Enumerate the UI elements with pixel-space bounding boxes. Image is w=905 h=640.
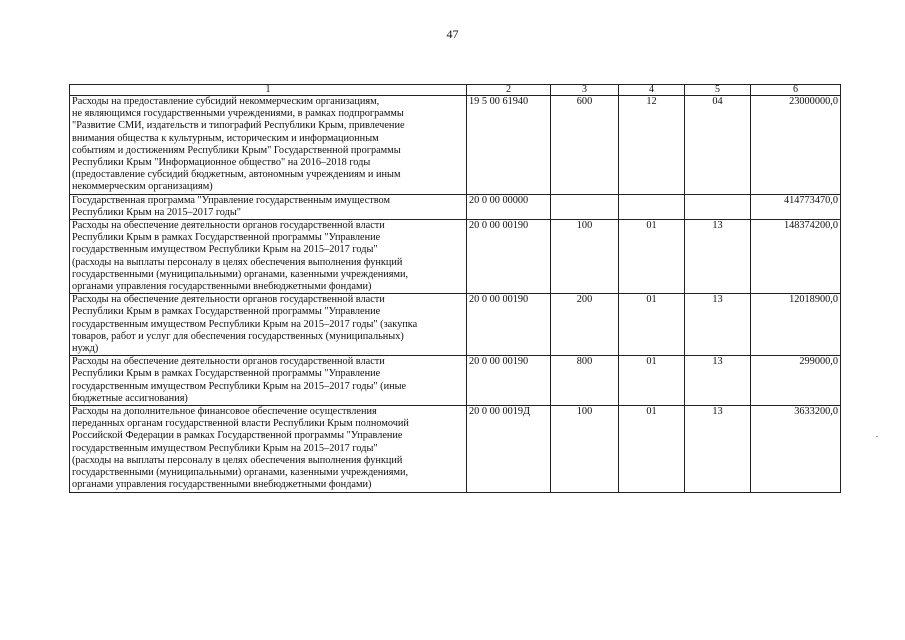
row-section: 01 xyxy=(619,356,685,406)
row-description: Государственная программа "Управление государственным имуществом Республики Крым на 2015–2017 годы" xyxy=(70,194,467,219)
row-target-code: 20 0 00 0019Д xyxy=(467,406,551,492)
row-subsection xyxy=(685,194,751,219)
scan-margin-mark xyxy=(876,436,878,437)
row-amount: 12018900,0 xyxy=(751,294,841,356)
table-row xyxy=(70,96,841,195)
row-amount: 3633200,0 xyxy=(751,406,841,492)
column-header-2: 2 xyxy=(467,85,551,96)
row-subsection: 04 xyxy=(685,96,751,195)
column-header-1: 1 xyxy=(70,85,467,96)
row-section xyxy=(619,194,685,219)
row-target-code: 20 0 00 00000 xyxy=(467,194,551,219)
row-target-code: 20 0 00 00190 xyxy=(467,220,551,294)
row-amount: 23000000,0 xyxy=(751,96,841,195)
row-expense-type: 100 xyxy=(551,406,619,492)
row-amount: 414773470,0 xyxy=(751,194,841,219)
row-description: Расходы на обеспечение деятельности органов государственной власти Республики Крым в рамках Государственной программы "Управление государственным имуществом Республики Крым на 2015–2017 годы" (иные бюджетные ассигнования) xyxy=(70,356,467,406)
row-expense-type: 100 xyxy=(551,220,619,294)
page-number: 47 xyxy=(446,27,459,41)
column-header-5: 5 xyxy=(685,85,751,96)
row-target-code: 20 0 00 00190 xyxy=(467,356,551,406)
row-target-code: 19 5 00 61940 xyxy=(467,96,551,195)
row-section: 01 xyxy=(619,406,685,492)
row-subsection: 13 xyxy=(685,406,751,492)
table-header-row xyxy=(70,85,841,96)
row-description: Расходы на дополнительное финансовое обеспечение осуществления переданных органам государственной власти Республики Крым полномочий Российской Федерации в рамках Государственной программы "Управление государственным имуществом Республики Крым на 2015–2017 годы" (расходы на выплаты персоналу в целях обеспечения выполнения функций государственными (муниципальными) органами, казенными учреждениями, органами управления государственными внебюджетными фондами) xyxy=(70,406,467,492)
row-amount: 148374200,0 xyxy=(751,220,841,294)
row-target-code: 20 0 00 00190 xyxy=(467,294,551,356)
row-section: 01 xyxy=(619,294,685,356)
row-description: Расходы на обеспечение деятельности органов государственной власти Республики Крым в рамках Государственной программы "Управление государственным имуществом Республики Крым на 2015–2017 годы" (закупка товаров, работ и услуг для обеспечения государственных (муниципальных) нужд) xyxy=(70,294,467,356)
row-description: Расходы на предоставление субсидий некоммерческим организациям, не являющимся государственными учреждениями, в рамках подпрограммы "Развитие СМИ, издательств и типографий Республики Крым, привлечение внимания общества к культурным, историческим и информационным событиям и достижениям Республики Крым" Государственной программы Республики Крым "Информационное общество" на 2016–2018 годы (предоставление субсидий бюджетным, автономным учреждениям и иным некоммерческим организациям) xyxy=(70,96,467,195)
table-row xyxy=(70,294,841,356)
row-section: 12 xyxy=(619,96,685,195)
table-row xyxy=(70,356,841,406)
budget-table xyxy=(69,84,841,493)
column-header-6: 6 xyxy=(751,85,841,96)
row-expense-type xyxy=(551,194,619,219)
row-expense-type: 200 xyxy=(551,294,619,356)
table-row xyxy=(70,406,841,492)
row-subsection: 13 xyxy=(685,294,751,356)
column-header-4: 4 xyxy=(619,85,685,96)
row-amount: 299000,0 xyxy=(751,356,841,406)
row-expense-type: 800 xyxy=(551,356,619,406)
row-subsection: 13 xyxy=(685,356,751,406)
table-row xyxy=(70,194,841,219)
row-subsection: 13 xyxy=(685,220,751,294)
table-row xyxy=(70,220,841,294)
row-expense-type: 600 xyxy=(551,96,619,195)
row-description: Расходы на обеспечение деятельности органов государственной власти Республики Крым в рамках Государственной программы "Управление государственным имуществом Республики Крым на 2015–2017 годы" (расходы на выплаты персоналу в целях обеспечения выполнения функций государственными (муниципальными) органами, казенными учреждениями, органами управления государственными внебюджетными фондами) xyxy=(70,220,467,294)
column-header-3: 3 xyxy=(551,85,619,96)
row-section: 01 xyxy=(619,220,685,294)
